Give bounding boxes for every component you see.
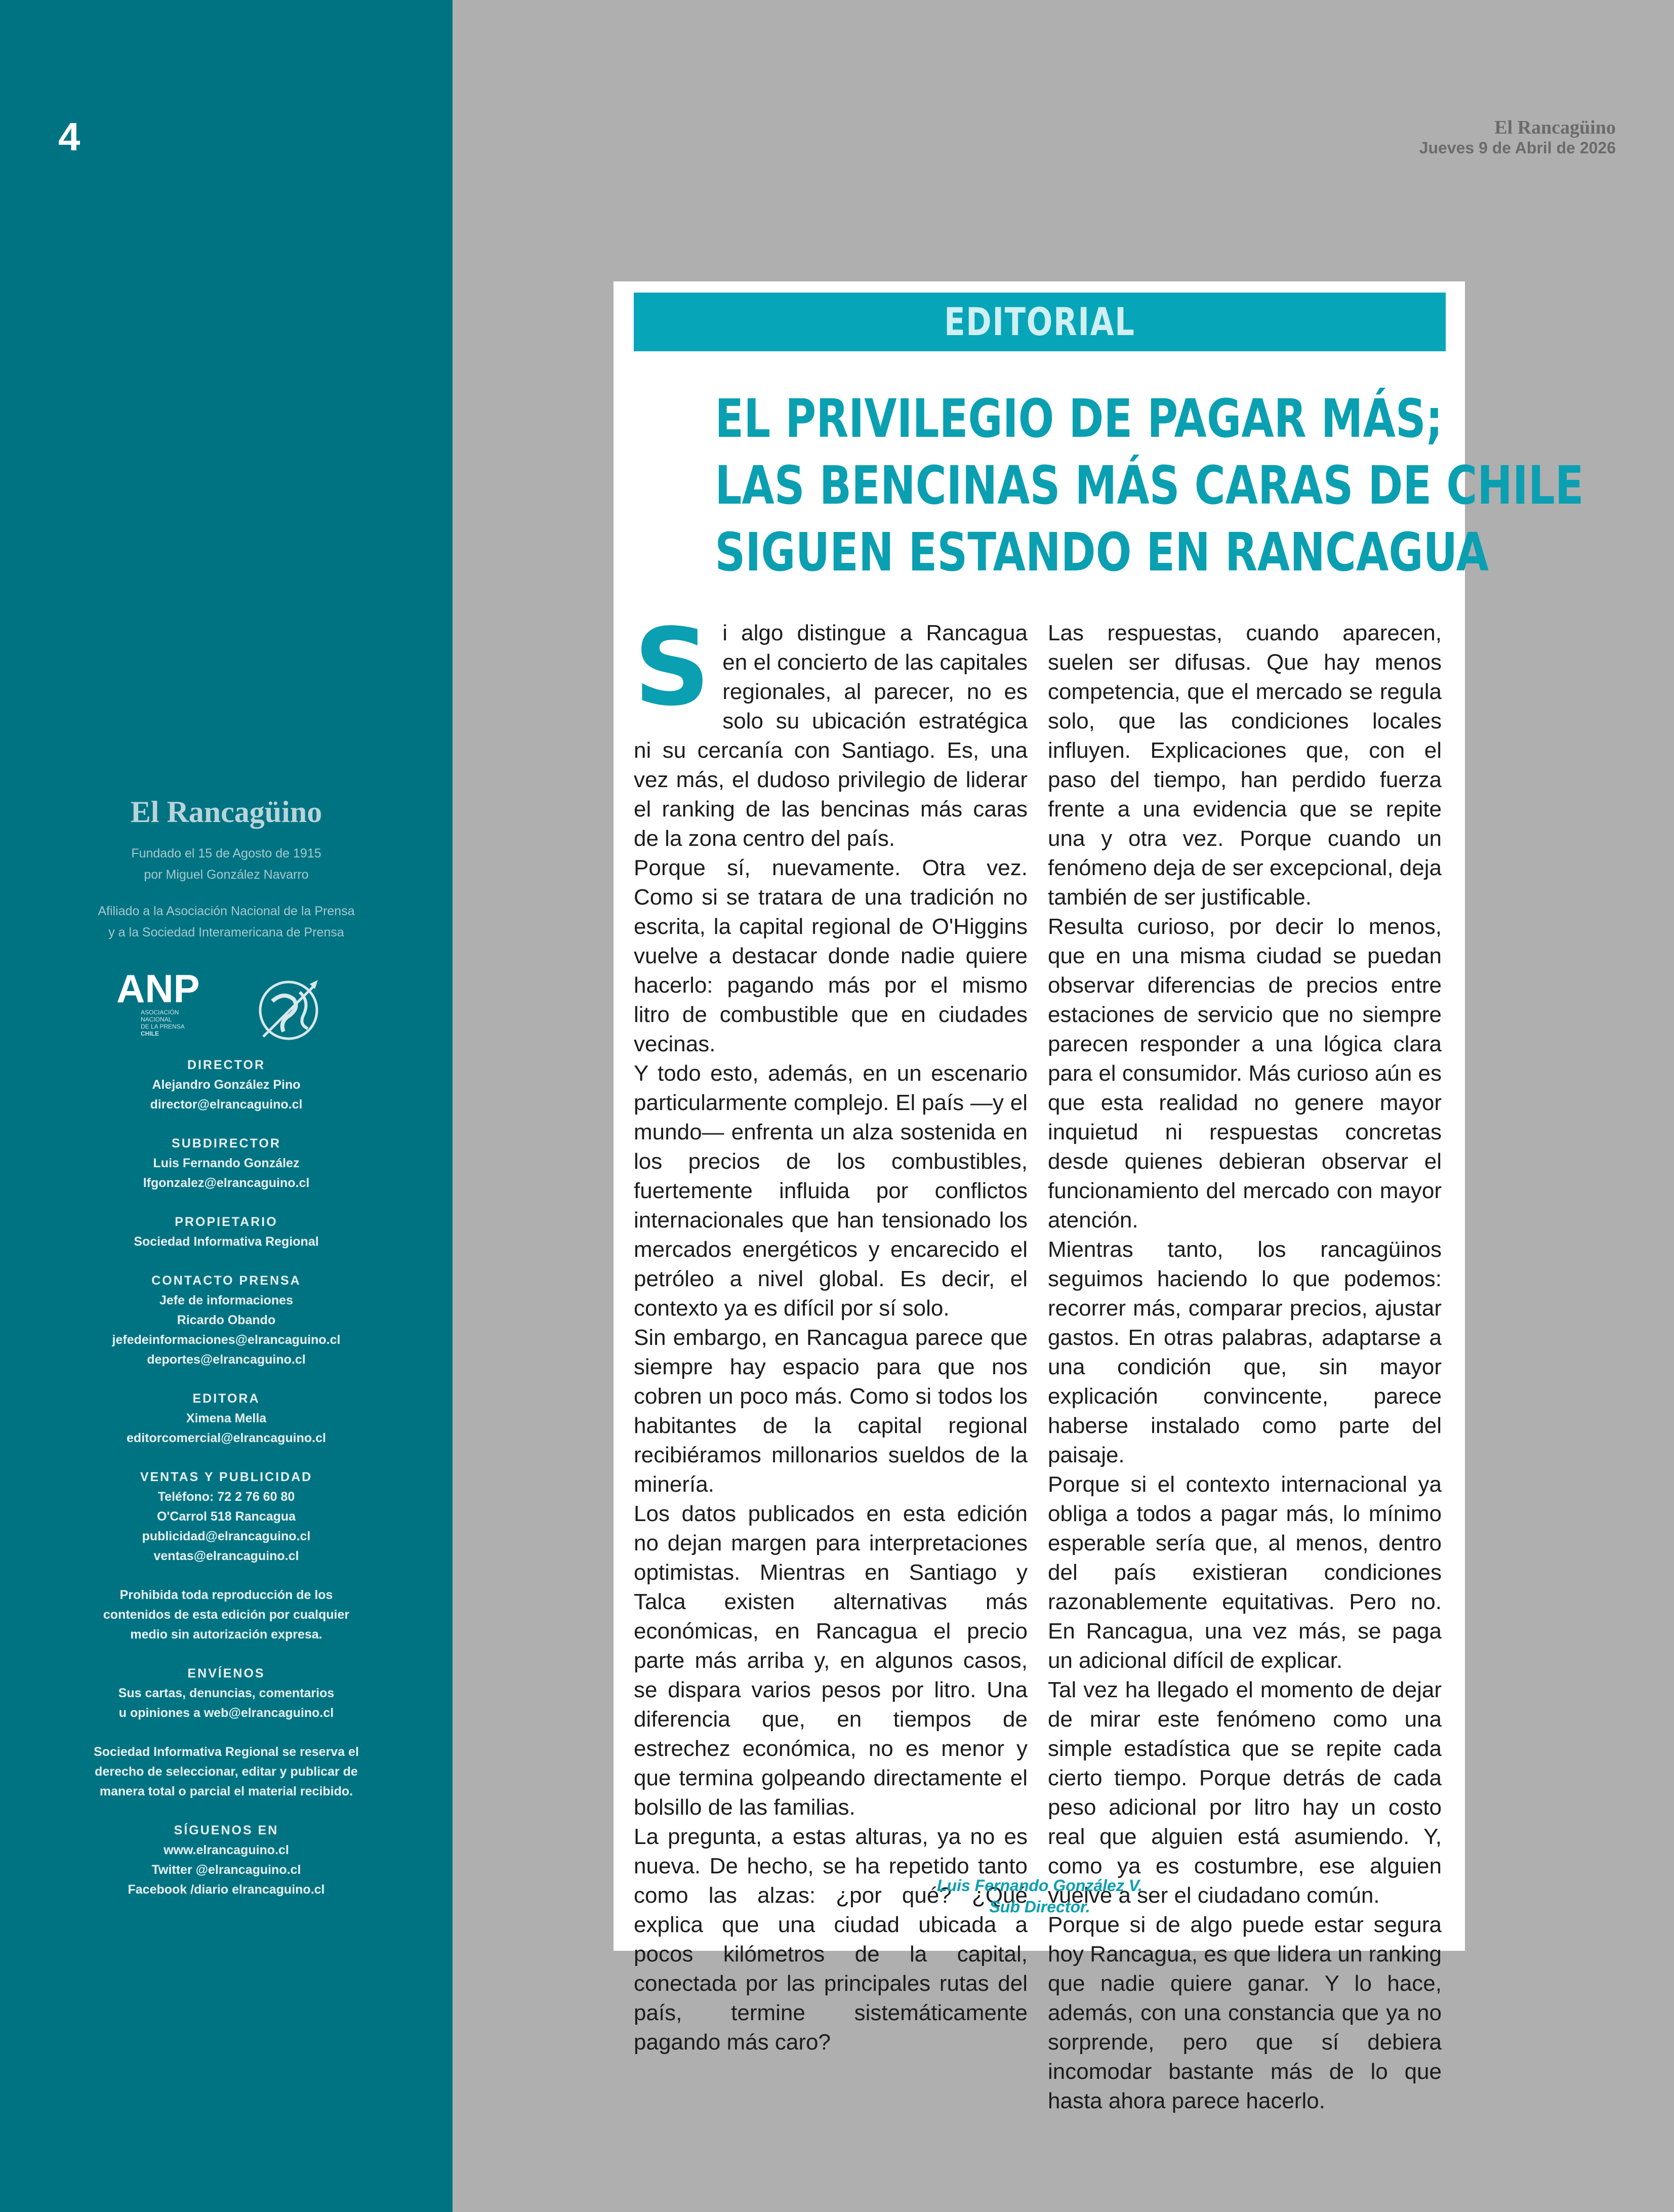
paragraph: Y todo esto, además, en un escenario particularmente complejo. El país —y el mundo— enfrenta un alza sostenida en los precios de los combustibles, fuertemente influida por conflictos internacionales que han tensionado los mercados energéticos y encarecido el petróleo a nivel global. Es decir, el contexto ya es difícil por sí solo. <box>634 1061 1028 1321</box>
paragraph: Porque sí, nuevamente. Otra vez. Como si se tratara de una tradición no escrita, la capital regional de O'Higgins vuelve a destacar donde nadie quiere hacerlo: pagando más por el mismo litro de combustible que en ciudades vecinas. <box>634 855 1028 1056</box>
subdirector-email[interactable]: lfgonzalez@elrancaguino.cl <box>143 1176 310 1190</box>
sales-phone: Teléfono: 72 2 76 60 80 <box>157 1490 295 1504</box>
paragraph: Porque si de algo puede estar segura hoy Rancagua, es que lidera un ranking que nadie quiere ganar. Y lo hace, además, con una constancia que ya no sorprende, pero que sí debiera incomodar bastante más de lo que hasta ahora parece hacerlo. <box>1048 1912 1442 2113</box>
sales-block <box>76 1467 377 1566</box>
subdirector-heading: SUBDIRECTOR <box>172 1136 281 1151</box>
paragraph: Las respuestas, cuando aparecen, suelen ser difusas. Que hay menos competencia, que el mercado se regula solo, que las condiciones locales influyen. Explicaciones que, con el paso del tiempo, han perdido fuerza frente a una evidencia que se repite una y otra vez. Porque cuando un fenómeno deja de ser excepcional, deja también de ser justificable. <box>1048 621 1442 910</box>
send-line: Sus cartas, denuncias, comentarios <box>118 1686 335 1700</box>
notice-line: contenidos de esta edición por cualquier <box>103 1608 350 1622</box>
affiliation-line: Afiliado a la Asociación Nacional de la Prensa <box>98 904 355 918</box>
rights-line: Sociedad Informativa Regional se reserva el <box>94 1745 359 1759</box>
subdirector-block <box>76 1134 377 1193</box>
follow-twitter-link[interactable]: Twitter @elrancaguino.cl <box>151 1863 301 1877</box>
author-name: Luis Fernando González V. <box>937 1876 1142 1895</box>
page-number: 4 <box>58 114 80 159</box>
follow-heading: SÍGUENOS EN <box>174 1823 279 1837</box>
rights-notice <box>76 1742 377 1801</box>
rights-line: derecho de seleccionar, editar y publicar de <box>95 1765 358 1779</box>
headline-line: EL PRIVILEGIO DE PAGAR MÁS; <box>715 388 1443 449</box>
editor-name: Ximena Mella <box>186 1411 267 1425</box>
sidebar-credits <box>76 1055 377 1919</box>
sales-email[interactable]: ventas@elrancaguino.cl <box>153 1549 299 1563</box>
section-bar <box>634 293 1446 351</box>
headline-line: SIGUEN ESTANDO EN RANCAGUA <box>715 521 1489 583</box>
owner-heading: PROPIETARIO <box>175 1215 278 1229</box>
follow-web-link[interactable]: www.elrancaguino.cl <box>164 1843 289 1857</box>
anp-logo-line: DE LA PRENSA <box>141 1023 185 1030</box>
author-role: Sub Director. <box>989 1898 1090 1916</box>
paragraph: La pregunta, a estas alturas, ya no es nueva. De hecho, se ha repetido tanto como las alzas: ¿por qué? ¿Qué explica que una ciudad ubicada a pocos kilómetros de la capital, conectada por las principales rutas del país, termine sistemáticamente pagando más caro? <box>634 1824 1028 2055</box>
drop-cap: S <box>634 605 711 729</box>
sidebar <box>0 0 453 2212</box>
affiliation-line: y a la Sociedad Interamericana de Prensa <box>108 925 344 939</box>
headline-line: LAS BENCINAS MÁS CARAS DE CHILE <box>715 455 1584 516</box>
section-label: EDITORIAL <box>944 299 1135 344</box>
editor-block <box>76 1389 377 1448</box>
article-headline <box>634 385 1584 586</box>
editor-email[interactable]: editorcomercial@elrancaguino.cl <box>127 1431 326 1445</box>
send-line: u opiniones a web@elrancaguino.cl <box>118 1706 334 1720</box>
notice-line: Prohibida toda reproducción de los <box>119 1588 333 1602</box>
press-contact-email[interactable]: jefedeinformaciones@elrancaguino.cl <box>112 1333 341 1347</box>
founded-line: por Miguel González Navarro <box>144 868 309 882</box>
sales-address: O'Carrol 518 Rancagua <box>156 1509 296 1524</box>
owner-block <box>76 1212 377 1252</box>
sales-heading: VENTAS Y PUBLICIDAD <box>140 1470 313 1484</box>
director-name: Alejandro González Pino <box>152 1078 301 1092</box>
press-contact-block <box>76 1271 377 1370</box>
notice-line: medio sin autorización expresa. <box>130 1627 322 1642</box>
anp-logo-letters: ANP <box>116 966 200 1011</box>
press-contact-role: Jefe de informaciones <box>159 1293 293 1307</box>
sidebar-brand: El Rancagüino <box>130 795 322 829</box>
press-contact-heading: CONTACTO PRENSA <box>151 1274 301 1288</box>
owner-name: Sociedad Informativa Regional <box>134 1235 319 1249</box>
article-signature <box>634 1875 1446 1917</box>
anp-logo-line: CHILE <box>141 1030 159 1037</box>
globe-seal-icon <box>260 980 318 1039</box>
subdirector-name: Luis Fernando González <box>153 1156 300 1170</box>
press-contact-email[interactable]: deportes@elrancaguino.cl <box>147 1353 306 1367</box>
editor-heading: EDITORA <box>192 1391 260 1406</box>
header-date: Jueves 9 de Abril de 2026 <box>1419 139 1616 157</box>
rights-line: manera total o parcial el material recibido. <box>99 1784 353 1798</box>
paragraph: Los datos publicados en esta edición no dejan margen para interpretaciones optimistas. Mientras en Santiago y Talca existen alternativas más económicas, en Rancagua el precio parte más arriba y, en algunos casos, se dispara varios pesos por litro. Una diferencia que, en tiempos de estrechez económica, no es menor y que termina golpeando directamente el bolsillo de las familias. <box>634 1501 1028 1820</box>
director-heading: DIRECTOR <box>187 1058 266 1072</box>
header-paper-name: El Rancagüino <box>1494 117 1616 138</box>
press-contact-name: Ricardo Obando <box>177 1313 276 1327</box>
sales-email[interactable]: publicidad@elrancaguino.cl <box>142 1529 311 1543</box>
page-header <box>1419 116 1616 157</box>
paragraph <box>634 605 1028 853</box>
anp-logo-line: NACIONAL <box>141 1016 172 1023</box>
follow-facebook-link[interactable]: Facebook /diario elrancaguino.cl <box>128 1882 325 1897</box>
reproduction-notice <box>76 1585 377 1645</box>
founded-line: Fundado el 15 de Agosto de 1915 <box>131 846 321 861</box>
article-column-1 <box>634 605 1028 2057</box>
send-heading: ENVÍENOS <box>187 1666 265 1681</box>
director-block <box>76 1055 377 1115</box>
follow-block <box>76 1821 377 1900</box>
paragraph: Sin embargo, en Rancagua parece que siempre hay espacio para que nos cobren un poco más. Como si todos los habitantes de la capital regional recibiéramos millonarios sueldos de la minería. <box>634 1325 1028 1497</box>
affiliation-logos <box>111 966 334 1052</box>
paragraph: Tal vez ha llegado el momento de dejar de mirar este fenómeno como una simple estadística que se repite cada cierto tiempo. Porque detrás de cada peso adicional por litro hay un costo real que alguien está asumiendo. Y, como ya es costumbre, ese alguien vuelve a ser el ciudadano común. <box>1048 1677 1442 1908</box>
paragraph: Resulta curioso, por decir lo menos, que en una misma ciudad se puedan observar diferencias de precios entre estaciones de servicio que no siempre parecen responder a una lógica clara para el consumidor. Más curioso aún es que esta realidad no genere mayor inquietud ni respuestas concretas desde quienes debieran observar el funcionamiento del mercado con mayor atención. <box>1048 914 1442 1233</box>
send-block <box>76 1664 377 1723</box>
anp-logo-line: ASOCIACIÓN <box>141 1009 179 1016</box>
paragraph-text: i algo distingue a Rancagua en el concierto de las capitales regionales, al parecer, no es solo su ubicación estratégica ni su cercanía con Santiago. Es, una vez más, el dudoso privilegio de liderar el ranking de las bencinas más caras de la zona centro del país. <box>634 621 1028 851</box>
paragraph: Mientras tanto, los rancagüinos seguimos haciendo lo que podemos: recorrer más, comparar precios, ajustar gastos. En otras palabras, adaptarse a una condición que, sin mayor explicación convincente, parece haberse instalado como parte del paisaje. <box>1048 1237 1442 1467</box>
director-email[interactable]: director@elrancaguino.cl <box>150 1097 303 1112</box>
paragraph: Porque si el contexto internacional ya obliga a todos a pagar más, lo mínimo esperable sería que, al menos, dentro del país existieran condiciones razonablemente equitativas. Pero no. En Rancagua, una vez más, se paga un adicional difícil de explicar. <box>1048 1472 1442 1673</box>
anp-logo <box>116 966 200 1037</box>
editorial-panel <box>614 281 1584 2113</box>
sidebar-masthead <box>0 795 453 943</box>
